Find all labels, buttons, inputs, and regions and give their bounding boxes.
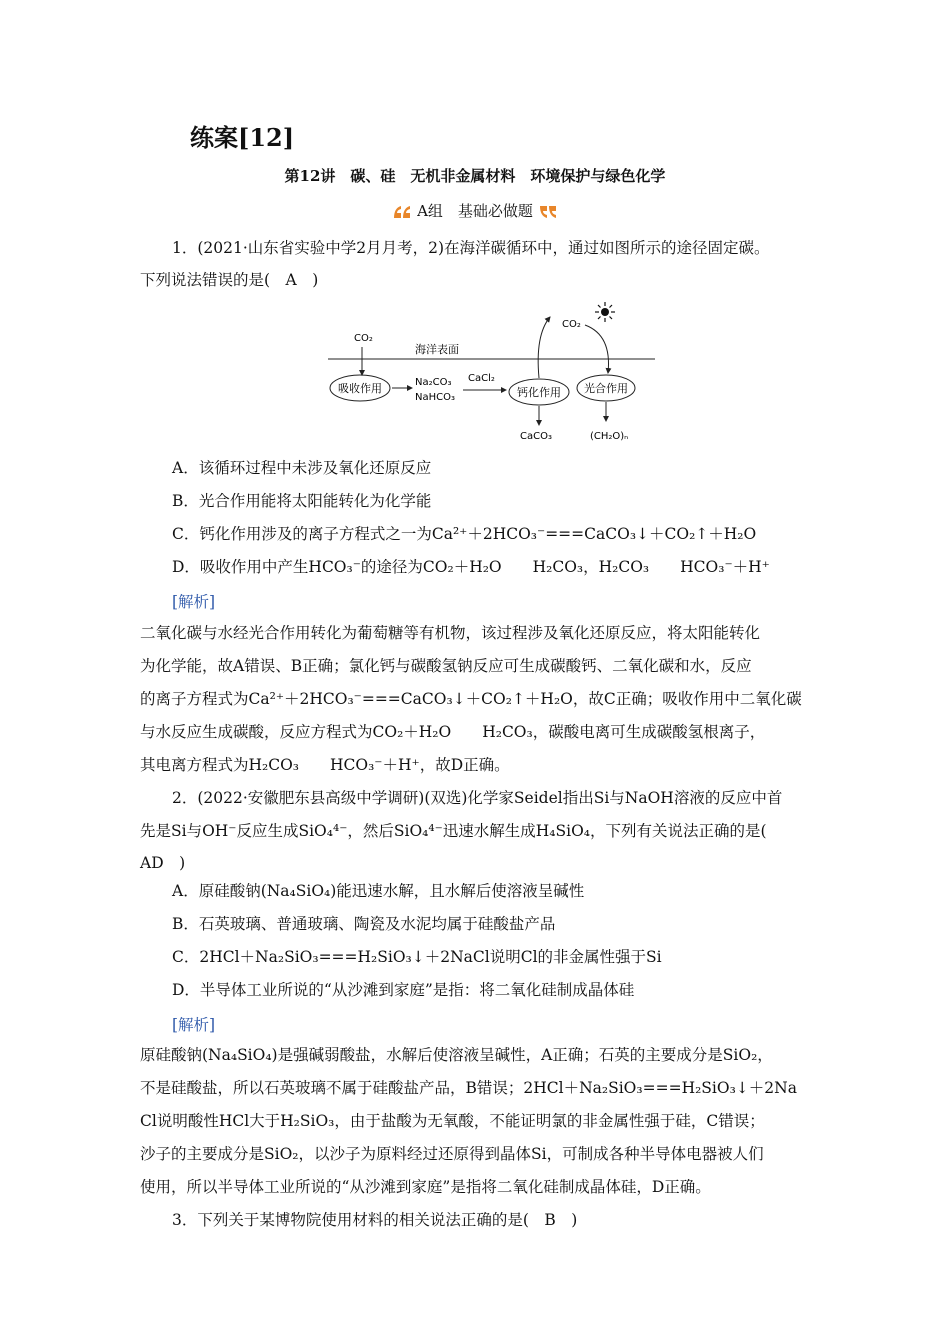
group-label: A组 基础必做题 — [417, 202, 533, 220]
q2-stem-line3: AD ) — [140, 854, 186, 872]
cacl2-label: CaCl₂ — [468, 373, 495, 384]
q2-option-b: B．石英玻璃、普通玻璃、陶瓷及水泥均属于硅酸盐产品 — [172, 915, 556, 933]
co2-right-label: CO₂ — [562, 319, 581, 330]
q1-analysis-line2: 为化学能，故A错误、B正确；氯化钙与碳酸氢钠反应可生成碳酸钙、二氧化碳和水，反应 — [140, 657, 752, 675]
q2-option-a: A．原硅酸钠(Na₄SiO₄)能迅速水解，且水解后使溶液呈碱性 — [172, 882, 585, 900]
co2-uptake-arrow — [585, 325, 609, 373]
q2-option-d: D．半导体工业所说的“从沙滩到家庭”是指：将二氧化硅制成晶体硅 — [172, 981, 635, 999]
sea-surface-label: 海洋表面 — [415, 343, 459, 356]
absorb-label: 吸收作用 — [338, 382, 382, 395]
q1-option-b: B．光合作用能将太阳能转化为化学能 — [172, 492, 432, 510]
q1-stem-line1: 1．(2021·山东省实验中学2月月考，2)在海洋碳循环中，通过如图所示的途径固定碳。 — [172, 239, 770, 257]
q2-option-c: C．2HCl＋Na₂SiO₃===H₂SiO₃↓＋2NaCl说明Cl的非金属性强于Si — [172, 948, 662, 966]
left-quote-icon — [392, 204, 412, 220]
q1-analysis-line4: 与水反应生成碳酸，反应方程式为CO₂＋H₂O H₂CO₃，碳酸电离可生成碳酸氢根离子， — [140, 723, 766, 741]
co2-top-label: CO₂ — [354, 333, 373, 344]
lesson-subtitle: 第12讲 碳、硅 无机非金属材料 环境保护与绿色化学 — [284, 167, 666, 185]
sun-icon — [595, 302, 615, 322]
right-quote-icon — [538, 204, 558, 220]
q2-analysis-line3: Cl说明酸性HCl大于H₂SiO₃，由于盐酸为无氧酸，不能证明氯的非金属性强于硅，C错误； — [140, 1112, 765, 1130]
q1-option-a: A．该循环过程中未涉及氧化还原反应 — [172, 459, 432, 477]
q2-stem-line1: 2．(2022·安徽肥东县高级中学调研)(双选)化学家Seidel指出Si与NaOH溶液的反应中首 — [172, 789, 783, 807]
carbon-cycle-diagram — [320, 295, 660, 450]
caco3-label: CaCO₃ — [520, 431, 552, 442]
calcify-label: 钙化作用 — [517, 386, 561, 399]
q2-analysis-line1: 原硅酸钠(Na₄SiO₄)是强碱弱酸盐，水解后使溶液呈碱性，A正确；石英的主要成分是SiO₂， — [140, 1046, 773, 1064]
q1-analysis-line5: 其电离方程式为H₂CO₃ HCO₃⁻＋H⁺，故D正确。 — [140, 756, 510, 774]
q1-option-c: C．钙化作用涉及的离子方程式之一为Ca²⁺＋2HCO₃⁻===CaCO₃↓＋CO₂↑＋H₂O — [172, 525, 757, 543]
photo-label: 光合作用 — [584, 382, 628, 395]
q1-analysis-tag: [解析] — [172, 593, 216, 611]
q2-analysis-tag: [解析] — [172, 1016, 216, 1034]
q1-analysis-line3: 的离子方程式为Ca²⁺＋2HCO₃⁻===CaCO₃↓＋CO₂↑＋H₂O，故C正确；吸收作用中二氧化碳 — [140, 690, 802, 708]
page-title: 练案[12] — [190, 123, 295, 152]
ch2o-label: (CH₂O)ₙ — [590, 431, 629, 442]
group-heading — [0, 200, 950, 221]
q2-analysis-line2: 不是硅酸盐，所以石英玻璃不属于硅酸盐产品，B错误；2HCl＋Na₂SiO₃===H₂SiO₃↓＋2Na — [140, 1079, 797, 1097]
q1-option-d: D．吸收作用中产生HCO₃⁻的途径为CO₂＋H₂O H₂CO₃，H₂CO₃ HCO₃⁻＋H⁺ — [172, 558, 770, 576]
q2-stem-line2: 先是Si与OH⁻反应生成SiO₄⁴⁻，然后SiO₄⁴⁻迅速水解生成H₄SiO₄，下列有关说法正确的是( — [140, 822, 767, 840]
q1-analysis-line1: 二氧化碳与水经光合作用转化为葡萄糖等有机物，该过程涉及氧化还原反应，将太阳能转化 — [140, 624, 761, 642]
q3-stem-line1: 3．下列关于某博物院使用材料的相关说法正确的是( B ) — [172, 1211, 578, 1229]
q2-analysis-line5: 使用，所以半导体工业所说的“从沙滩到家庭”是指将二氧化硅制成晶体硅，D正确。 — [140, 1178, 711, 1196]
nahco3-label: NaHCO₃ — [415, 392, 455, 403]
co2-release-arrow — [538, 317, 550, 378]
q1-stem-line2: 下列说法错误的是( A ) — [140, 271, 319, 289]
na2co3-label: Na₂CO₃ — [415, 377, 452, 388]
q2-analysis-line4: 沙子的主要成分是SiO₂，以沙子为原料经过还原得到晶体Si，可制成各种半导体电器被人们 — [140, 1145, 764, 1163]
